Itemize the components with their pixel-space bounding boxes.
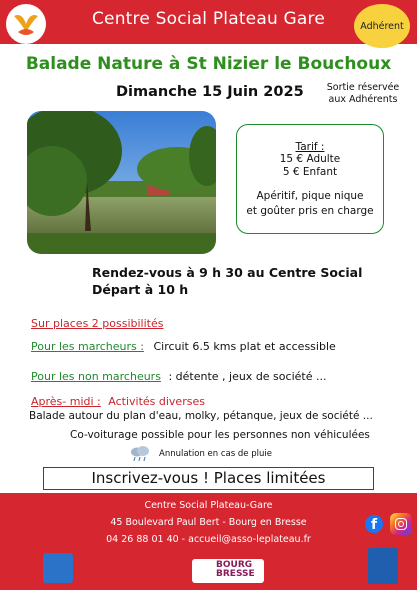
tarif-child: 5 € Enfant: [282, 166, 338, 178]
tarif-extras-line-2: et goûter pris en charge: [246, 205, 374, 217]
bourg-logo-line-1: BOURG: [216, 560, 253, 570]
reserved-note: [314, 82, 412, 106]
non-walkers-label: Pour les non marcheurs: [31, 370, 161, 383]
event-title: Balade Nature à St Nizier le Bouchoux: [25, 54, 392, 74]
event-date: Dimanche 15 Juin 2025: [116, 84, 304, 100]
cancel-note: Annulation en cas de pluie: [159, 449, 272, 459]
partner-logo-left: [43, 553, 73, 583]
signup-banner: Inscrivez-vous ! Places limitées: [43, 467, 374, 490]
reserved-line-2: aux Adhérents: [328, 94, 398, 105]
footer-contact: 04 26 88 01 40 - accueil@asso-leplateau.fr: [106, 534, 311, 545]
tarif-extras-line-1: Apéritif, pique nique: [256, 190, 364, 202]
footer-address: 45 Boulevard Paul Bert - Bourg en Bresse: [110, 517, 307, 528]
reserved-line-1: Sortie réservée: [326, 82, 400, 93]
tarif-title: Tarif :: [295, 141, 325, 153]
header-title: Centre Social Plateau Gare: [91, 9, 326, 29]
footer-org: Centre Social Plateau-Gare: [144, 500, 273, 511]
walkers-text: Circuit 6.5 kms plat et accessible: [153, 340, 336, 353]
places-heading: Sur places 2 possibilités: [31, 317, 164, 330]
tarif-adult: 15 € Adulte: [279, 153, 341, 165]
lake-photo: [27, 111, 216, 254]
bourg-bresse-logo-text: [216, 561, 255, 579]
facebook-icon[interactable]: f: [365, 515, 383, 533]
afternoon-row: [31, 395, 205, 408]
meeting-info: [92, 264, 362, 298]
walkers-label: Pour les marcheurs :: [31, 340, 144, 353]
afternoon-label: Après- midi :: [31, 395, 101, 408]
carpool-text: Co-voiturage possible pour les personnes non véhiculées: [70, 429, 370, 441]
non-walkers-text: : détente , jeux de société ...: [168, 370, 327, 383]
meeting-line-1: Rendez-vous à 9 h 30 au Centre Social: [92, 265, 363, 280]
rain-cloud-icon: [129, 445, 151, 463]
caf-logo: [368, 548, 398, 584]
adherent-badge: Adhérent: [354, 4, 410, 48]
tarif-extras: [237, 189, 383, 219]
bourg-logo-line-2: BRESSE: [216, 569, 255, 579]
meeting-line-2: Départ à 10 h: [92, 282, 189, 297]
afternoon-heading: Activités diverses: [108, 395, 205, 408]
non-walkers-row: [31, 370, 326, 383]
walkers-row: [31, 340, 336, 353]
instagram-icon[interactable]: [390, 513, 412, 535]
afternoon-text: Balade autour du plan d'eau, molky, pétanque, jeux de société ...: [29, 410, 373, 422]
tarif-box: [236, 124, 384, 234]
